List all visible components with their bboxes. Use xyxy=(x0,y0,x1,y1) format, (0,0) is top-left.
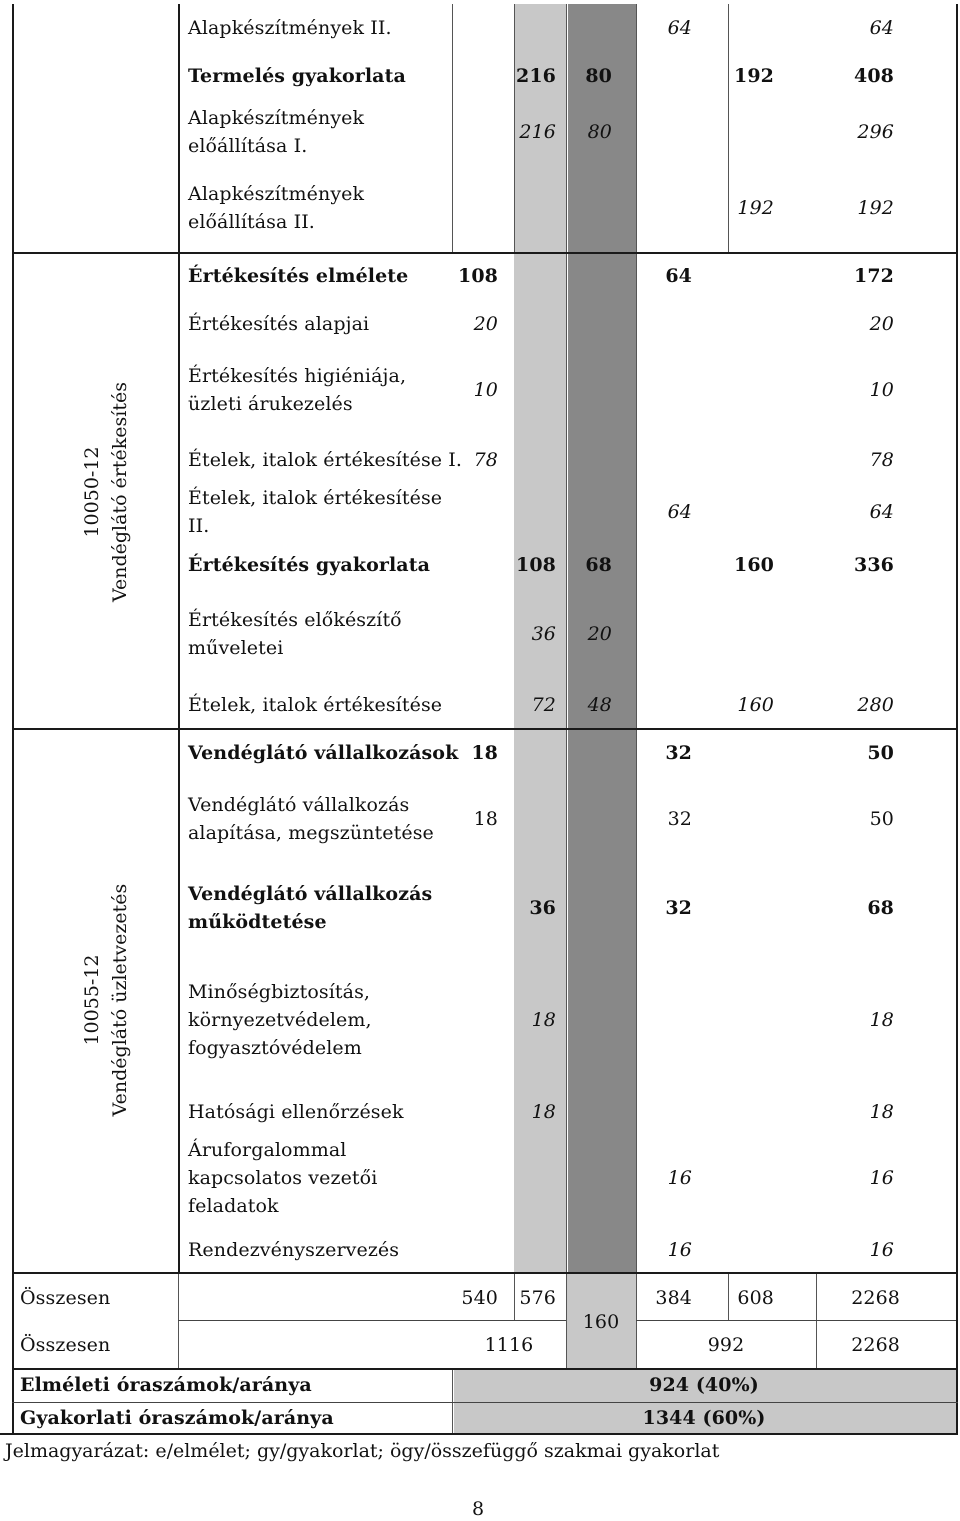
subject-label xyxy=(188,180,364,236)
total-label: Összesen xyxy=(20,1334,111,1356)
subject-label-line: Áruforgalommal xyxy=(188,1139,347,1161)
cell-ek: 10 xyxy=(473,379,498,401)
cell-gy11: 192 xyxy=(737,197,774,219)
cell-gye: 80 xyxy=(585,65,612,87)
subject-label xyxy=(188,551,430,579)
grid-line xyxy=(514,1274,515,1320)
cell-e11: 64 xyxy=(665,265,692,287)
subject-label xyxy=(188,691,442,719)
subject-label-line: műveletei xyxy=(188,637,284,659)
cell-ek: 20 xyxy=(473,313,498,335)
subject-label-line: Alapkészítmények xyxy=(188,183,365,205)
subject-label-line: kapcsolatos vezetői xyxy=(188,1167,378,1189)
practice-hours-value: 1344 (60%) xyxy=(642,1407,766,1429)
cell-ossz: 78 xyxy=(869,449,894,471)
grid-line xyxy=(636,4,637,1272)
cell-ossz: 192 xyxy=(857,197,894,219)
grid-line xyxy=(566,4,567,1272)
subject-label-line: Vendéglátó vállalkozások xyxy=(188,742,459,764)
cell-ek: 78 xyxy=(473,449,498,471)
subject-label-line: Ételek, italok értékesítése xyxy=(188,487,443,509)
cell-ek: 18 xyxy=(471,742,498,764)
outer-right-border xyxy=(956,4,958,1434)
cell-e11: 64 xyxy=(667,17,692,39)
module-code: 10050-12 xyxy=(81,446,103,538)
cell-gyk: 216 xyxy=(516,65,556,87)
subject-label-line: Értékesítés elmélete xyxy=(188,265,409,287)
subject-label-line: Vendéglátó vállalkozás xyxy=(188,883,433,905)
module-label-10055 xyxy=(78,850,138,1150)
subject-label-line: Értékesítés gyakorlata xyxy=(188,554,431,576)
subject-label xyxy=(188,362,406,418)
cell-ossz: 336 xyxy=(854,554,894,576)
subject-label-line: üzleti árukezelés xyxy=(188,393,353,415)
cell-ossz: 10 xyxy=(869,379,894,401)
cell-gye: 68 xyxy=(585,554,612,576)
module-title: Vendéglátó üzletvezetés xyxy=(109,883,131,1117)
cell-gyk: 18 xyxy=(531,1009,556,1031)
subject-label xyxy=(188,1236,399,1264)
subject-label xyxy=(188,262,408,290)
grid-line xyxy=(728,1274,729,1320)
grid-line xyxy=(728,4,729,252)
grid-line xyxy=(566,1274,567,1368)
subject-label xyxy=(188,880,432,936)
theory-hours-label: Elméleti óraszámok/aránya xyxy=(20,1374,312,1396)
module-column-right-border xyxy=(178,4,180,1274)
total-year11: 992 xyxy=(707,1334,745,1356)
practice-hours-label: Gyakorlati óraszámok/aránya xyxy=(20,1407,334,1429)
subject-label xyxy=(188,606,402,662)
subject-label xyxy=(188,978,372,1062)
grid-line xyxy=(178,1274,179,1368)
subject-label-line: Értékesítés alapjai xyxy=(188,313,370,335)
cell-ossz: 20 xyxy=(869,313,894,335)
cell-ossz: 50 xyxy=(867,742,894,764)
subject-label xyxy=(188,14,392,42)
grid-line xyxy=(636,1320,956,1321)
subject-label-line: Alapkészítmények xyxy=(188,107,365,129)
cell-gyk: 36 xyxy=(531,623,556,645)
cell-e11: 64 xyxy=(667,501,692,523)
module-divider xyxy=(12,728,958,730)
subject-label xyxy=(188,1098,404,1126)
subject-label-line: feladatok xyxy=(188,1195,279,1217)
subject-label-line: Hatósági ellenőrzések xyxy=(188,1101,404,1123)
total-ossz: 2268 xyxy=(851,1334,900,1356)
grid-line xyxy=(452,4,453,252)
subject-label xyxy=(188,310,369,338)
subject-label xyxy=(188,1136,377,1220)
grid-line xyxy=(12,1402,958,1403)
cell-ossz: 16 xyxy=(869,1167,894,1189)
page-number: 8 xyxy=(471,1498,485,1520)
grid-line xyxy=(178,1320,566,1321)
total-e10: 540 xyxy=(461,1287,498,1309)
subject-label-line: fogyasztóvédelem xyxy=(188,1037,362,1059)
cell-ossz: 18 xyxy=(869,1009,894,1031)
module-title: Vendéglátó értékesítés xyxy=(109,382,131,602)
subject-label xyxy=(188,62,406,90)
grid-line xyxy=(514,4,515,252)
subject-label-line: Rendezvényszervezés xyxy=(188,1239,400,1261)
subject-label-line: Alapkészítmények II. xyxy=(188,17,392,39)
cell-ossz: 280 xyxy=(857,694,894,716)
cell-e11: 16 xyxy=(667,1239,692,1261)
subject-label-line: működtetése xyxy=(188,911,327,933)
cell-ossz: 16 xyxy=(869,1239,894,1261)
cell-ossz: 68 xyxy=(867,897,894,919)
cell-ek: 18 xyxy=(473,808,498,830)
grid-line xyxy=(816,1274,817,1368)
cell-gy11: 192 xyxy=(734,65,774,87)
cell-e11: 32 xyxy=(665,897,692,919)
total-gy11: 608 xyxy=(737,1287,774,1309)
subject-label-line: Vendéglátó vállalkozás xyxy=(188,794,410,816)
cell-ossz: 18 xyxy=(869,1101,894,1123)
cell-gye: 20 xyxy=(587,623,612,645)
subject-label xyxy=(188,484,442,540)
cell-gyk: 108 xyxy=(516,554,556,576)
subject-label-line: alapítása, megszüntetése xyxy=(188,822,434,844)
total-gy10: 576 xyxy=(519,1287,556,1309)
cell-gye: 48 xyxy=(587,694,612,716)
theory-hours-value: 924 (40%) xyxy=(649,1374,759,1396)
total-ossz: 2268 xyxy=(851,1287,900,1309)
cell-ossz: 50 xyxy=(869,808,894,830)
cell-e11: 16 xyxy=(667,1167,692,1189)
subject-label-line: Értékesítés előkészítő xyxy=(188,609,402,631)
cell-gye: 80 xyxy=(587,121,612,143)
cell-gyk: 36 xyxy=(529,897,556,919)
subject-label xyxy=(188,791,434,847)
subject-label-line: Ételek, italok értékesítése xyxy=(188,694,443,716)
cell-ossz: 64 xyxy=(869,501,894,523)
table-bottom-border xyxy=(0,1433,958,1435)
total-label: Összesen xyxy=(20,1287,111,1309)
subject-label-line: Ételek, italok értékesítése I. xyxy=(188,449,463,471)
grid-line xyxy=(636,1274,637,1368)
total-ogy: 160 xyxy=(582,1311,620,1333)
subject-label xyxy=(188,104,364,160)
legend-text: Jelmagyarázat: e/elmélet; gy/gyakorlat; ögy/összefüggő szakmai gyakorlat xyxy=(5,1440,720,1462)
subject-label-line: előállítása II. xyxy=(188,211,315,233)
cell-gyk: 72 xyxy=(531,694,556,716)
cell-gy11: 160 xyxy=(737,694,774,716)
subject-label-line: Minőségbiztosítás, xyxy=(188,981,371,1003)
subject-label-line: II. xyxy=(188,515,210,537)
cell-gyk: 18 xyxy=(531,1101,556,1123)
cell-gy11: 160 xyxy=(734,554,774,576)
subject-label-line: Termelés gyakorlata xyxy=(188,65,406,87)
subject-label xyxy=(188,739,458,767)
total-year10: 1116 xyxy=(484,1334,534,1356)
outer-left-border xyxy=(12,4,14,1434)
module-label-10050 xyxy=(78,342,138,642)
cell-ossz: 408 xyxy=(854,65,894,87)
subject-label-line: Értékesítés higiéniája, xyxy=(188,365,407,387)
cell-ossz: 172 xyxy=(854,265,894,287)
totals-divider xyxy=(12,1368,958,1370)
subject-label xyxy=(188,446,462,474)
module-code: 10055-12 xyxy=(81,954,103,1046)
cell-ossz: 296 xyxy=(857,121,894,143)
cell-e11: 32 xyxy=(665,742,692,764)
module-divider xyxy=(12,252,958,254)
total-e11: 384 xyxy=(655,1287,692,1309)
cell-e11: 32 xyxy=(667,808,692,830)
cell-ossz: 64 xyxy=(869,17,894,39)
cell-gyk: 216 xyxy=(519,121,556,143)
cell-ek: 108 xyxy=(458,265,498,287)
subject-label-line: előállítása I. xyxy=(188,135,308,157)
subject-label-line: környezetvédelem, xyxy=(188,1009,372,1031)
